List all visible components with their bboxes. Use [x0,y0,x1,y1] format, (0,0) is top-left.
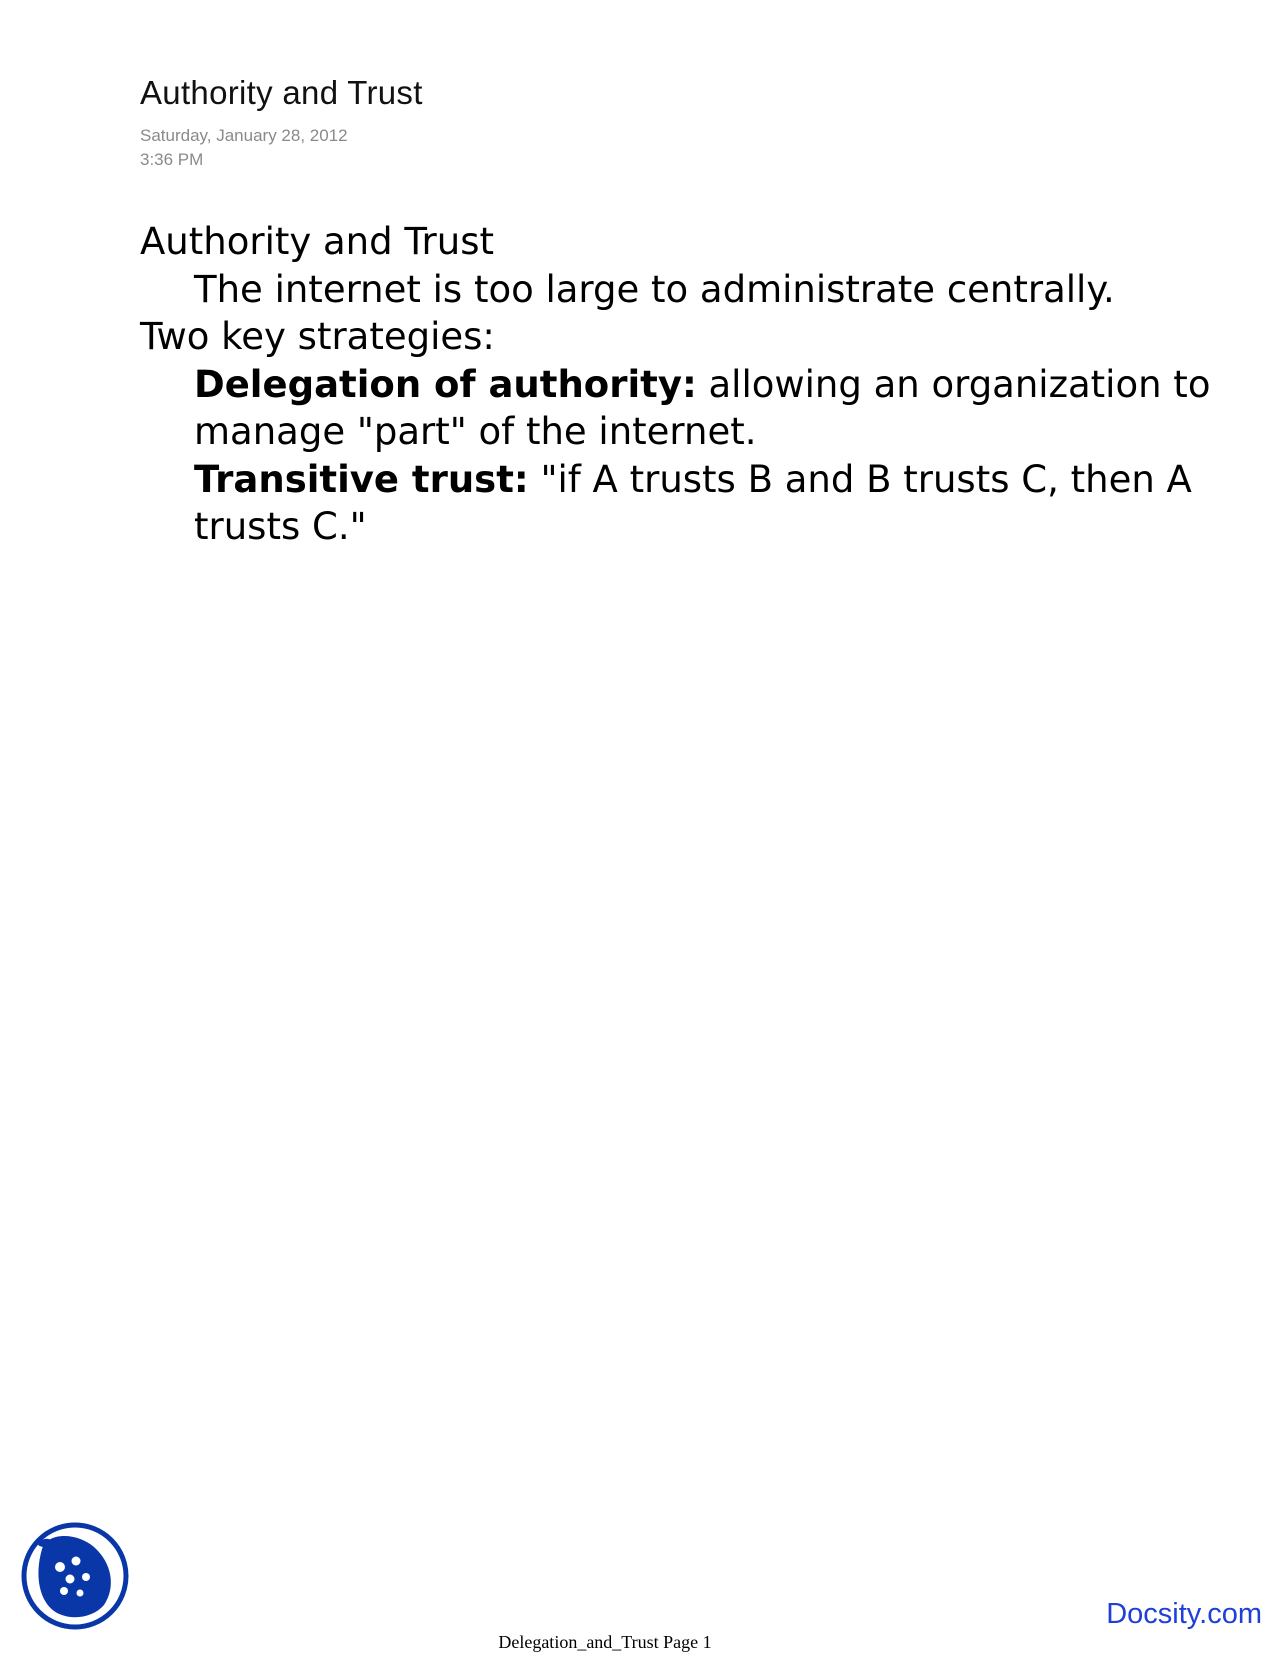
page-title: Authority and Trust [140,74,423,111]
note-time: 3:36 PM [140,150,204,169]
docsity-logo-icon [20,1521,130,1631]
docsity-brand-link[interactable]: Docsity.com [1106,1598,1262,1630]
delegation-text: allowing an organization to manage "part" of the internet. [194,362,1211,453]
transitive-text: "if A trusts B and B trusts C, then A trusts C." [194,457,1192,548]
delegation-term: Delegation of authority: [194,362,697,406]
page-footer: Delegation_and_Trust Page 1 [498,1632,712,1652]
delegation-item [140,361,1270,456]
note-body [140,218,1270,551]
intro-line: The internet is too large to administrate centrally. [194,267,1115,311]
strategies-label: Two key strategies: [140,315,495,358]
transitive-term: Transitive trust: [194,457,529,501]
note-date: Saturday, January 28, 2012 [140,126,348,145]
transitive-item [140,456,1270,551]
content-heading: Authority and Trust [140,220,494,263]
note-metadata [140,124,348,172]
